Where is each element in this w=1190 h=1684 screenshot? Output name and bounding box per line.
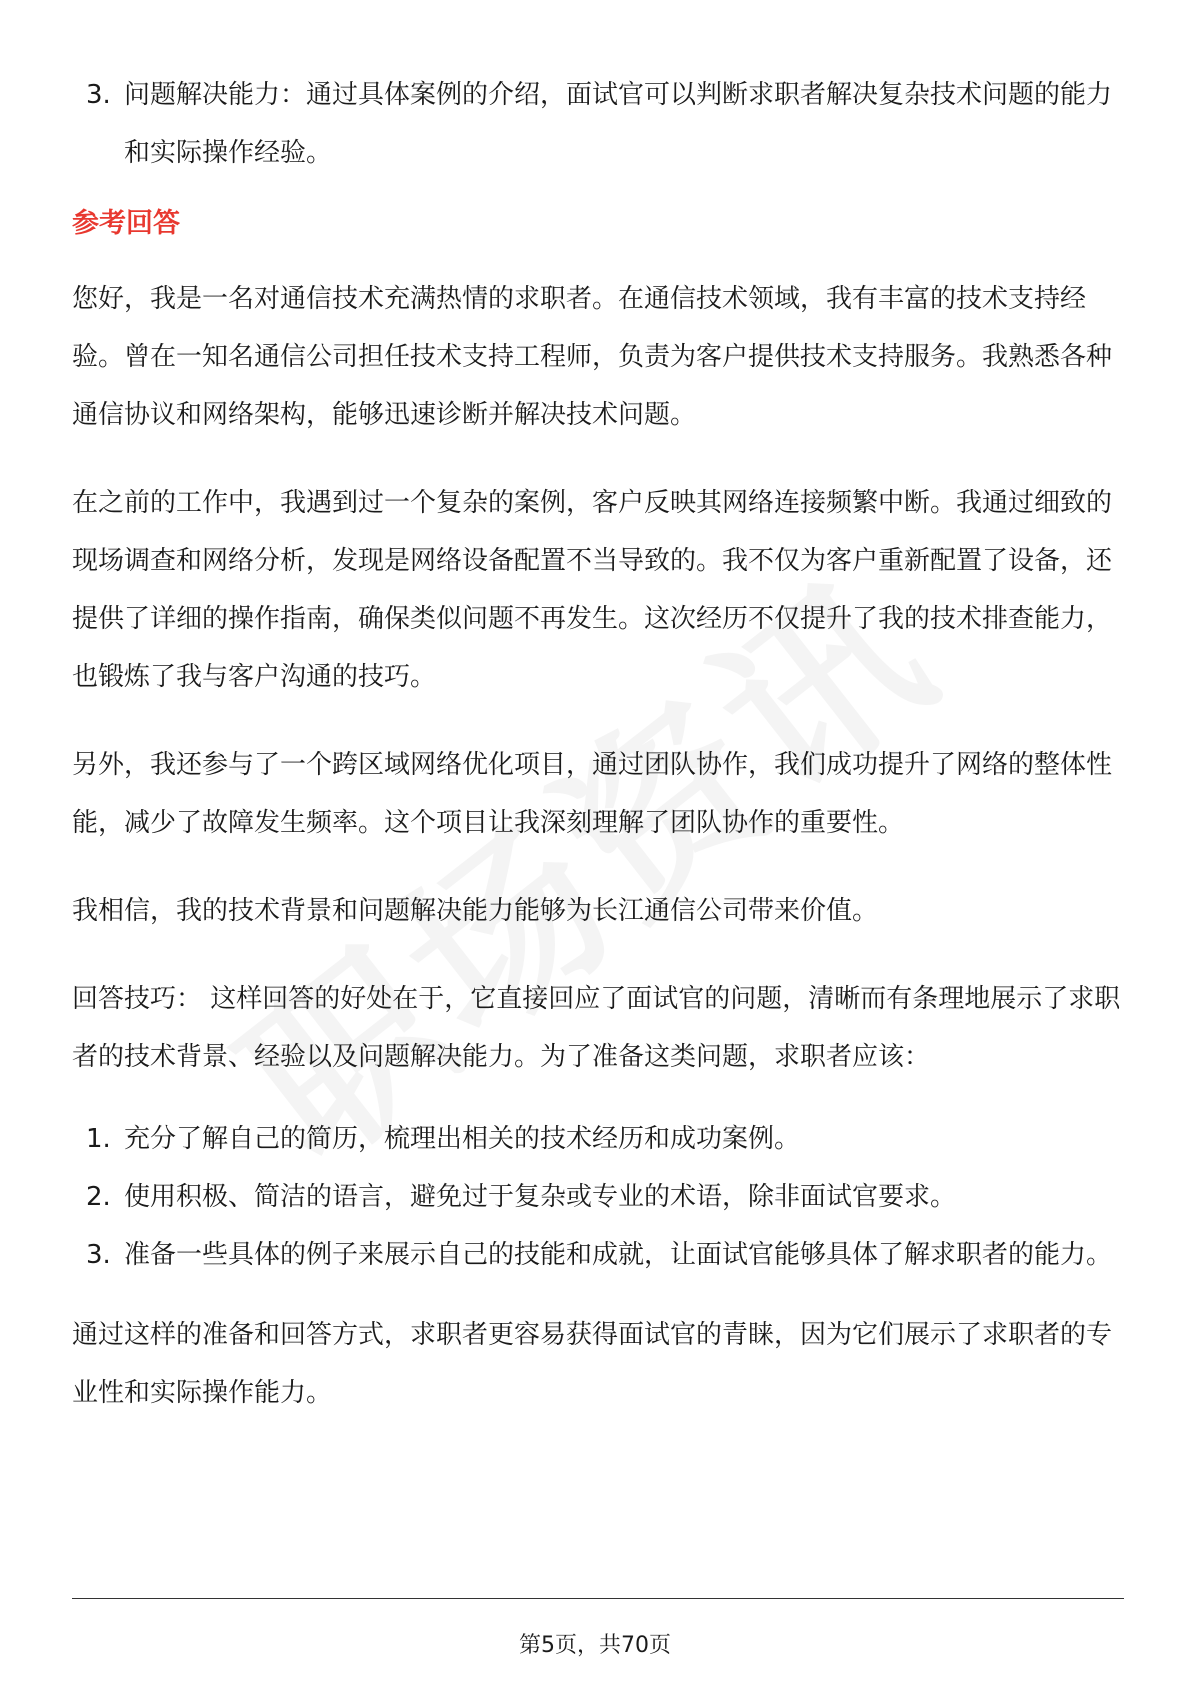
criteria-list: [72, 66, 1122, 182]
list-item-text: 准备一些具体的例子来展示自己的技能和成就，让面试官能够具体了解求职者的能力。: [124, 1240, 1113, 1270]
list-item-number: 3.: [86, 80, 111, 110]
page-content: [72, 66, 1122, 1452]
tips-paragraph: 回答技巧： 这样回答的好处在于，它直接回应了面试官的问题，清晰而有条理地展示了求职者的技术背景、经验以及问题解决能力。为了准备这类问题，求职者应该：: [72, 984, 1121, 1072]
list-item-text: 使用积极、简洁的语言，避免过于复杂或专业的术语，除非面试官要求。: [124, 1182, 957, 1212]
answer-paragraph-project: 另外，我还参与了一个跨区域网络优化项目，通过团队协作，我们成功提升了网络的整体性能，减少了故障发生频率。这个项目让我深刻理解了团队协作的重要性。: [72, 750, 1113, 838]
list-item: [72, 66, 1122, 182]
tips-list: [72, 1110, 1122, 1284]
page-number: 第5页，共70页: [519, 1633, 671, 1658]
answer-paragraph-intro: 您好，我是一名对通信技术充满热情的求职者。在通信技术领域，我有丰富的技术支持经验。曾在一知名通信公司担任技术支持工程师，负责为客户提供技术支持服务。我熟悉各种通信协议和网络架构，能够迅速诊断并解决技术问题。: [72, 284, 1113, 430]
list-item-number: 3.: [86, 1240, 111, 1270]
list-item-text: 问题解决能力：通过具体案例的介绍，面试官可以判断求职者解决复杂技术问题的能力和实际操作经验。: [124, 80, 1113, 168]
list-item-text: 充分了解自己的简历，梳理出相关的技术经历和成功案例。: [124, 1124, 801, 1154]
conclusion-paragraph: 通过这样的准备和回答方式，求职者更容易获得面试官的青睐，因为它们展示了求职者的专业性和实际操作能力。: [72, 1320, 1113, 1408]
section-heading: 参考回答: [72, 208, 180, 239]
list-item: [72, 1110, 1122, 1168]
answer-paragraph-closing: 我相信，我的技术背景和问题解决能力能够为长江通信公司带来价值。: [72, 896, 879, 926]
list-item: [72, 1168, 1122, 1226]
footer-divider: [72, 1598, 1124, 1599]
list-item-number: 1.: [86, 1124, 111, 1154]
list-item: [72, 1226, 1122, 1284]
list-item-number: 2.: [86, 1182, 111, 1212]
answer-paragraph-case: 在之前的工作中，我遇到过一个复杂的案例，客户反映其网络连接频繁中断。我通过细致的现场调查和网络分析，发现是网络设备配置不当导致的。我不仅为客户重新配置了设备，还提供了详细的操作指南，确保类似问题不再发生。这次经历不仅提升了我的技术排查能力，也锻炼了我与客户沟通的技巧。: [72, 488, 1113, 692]
